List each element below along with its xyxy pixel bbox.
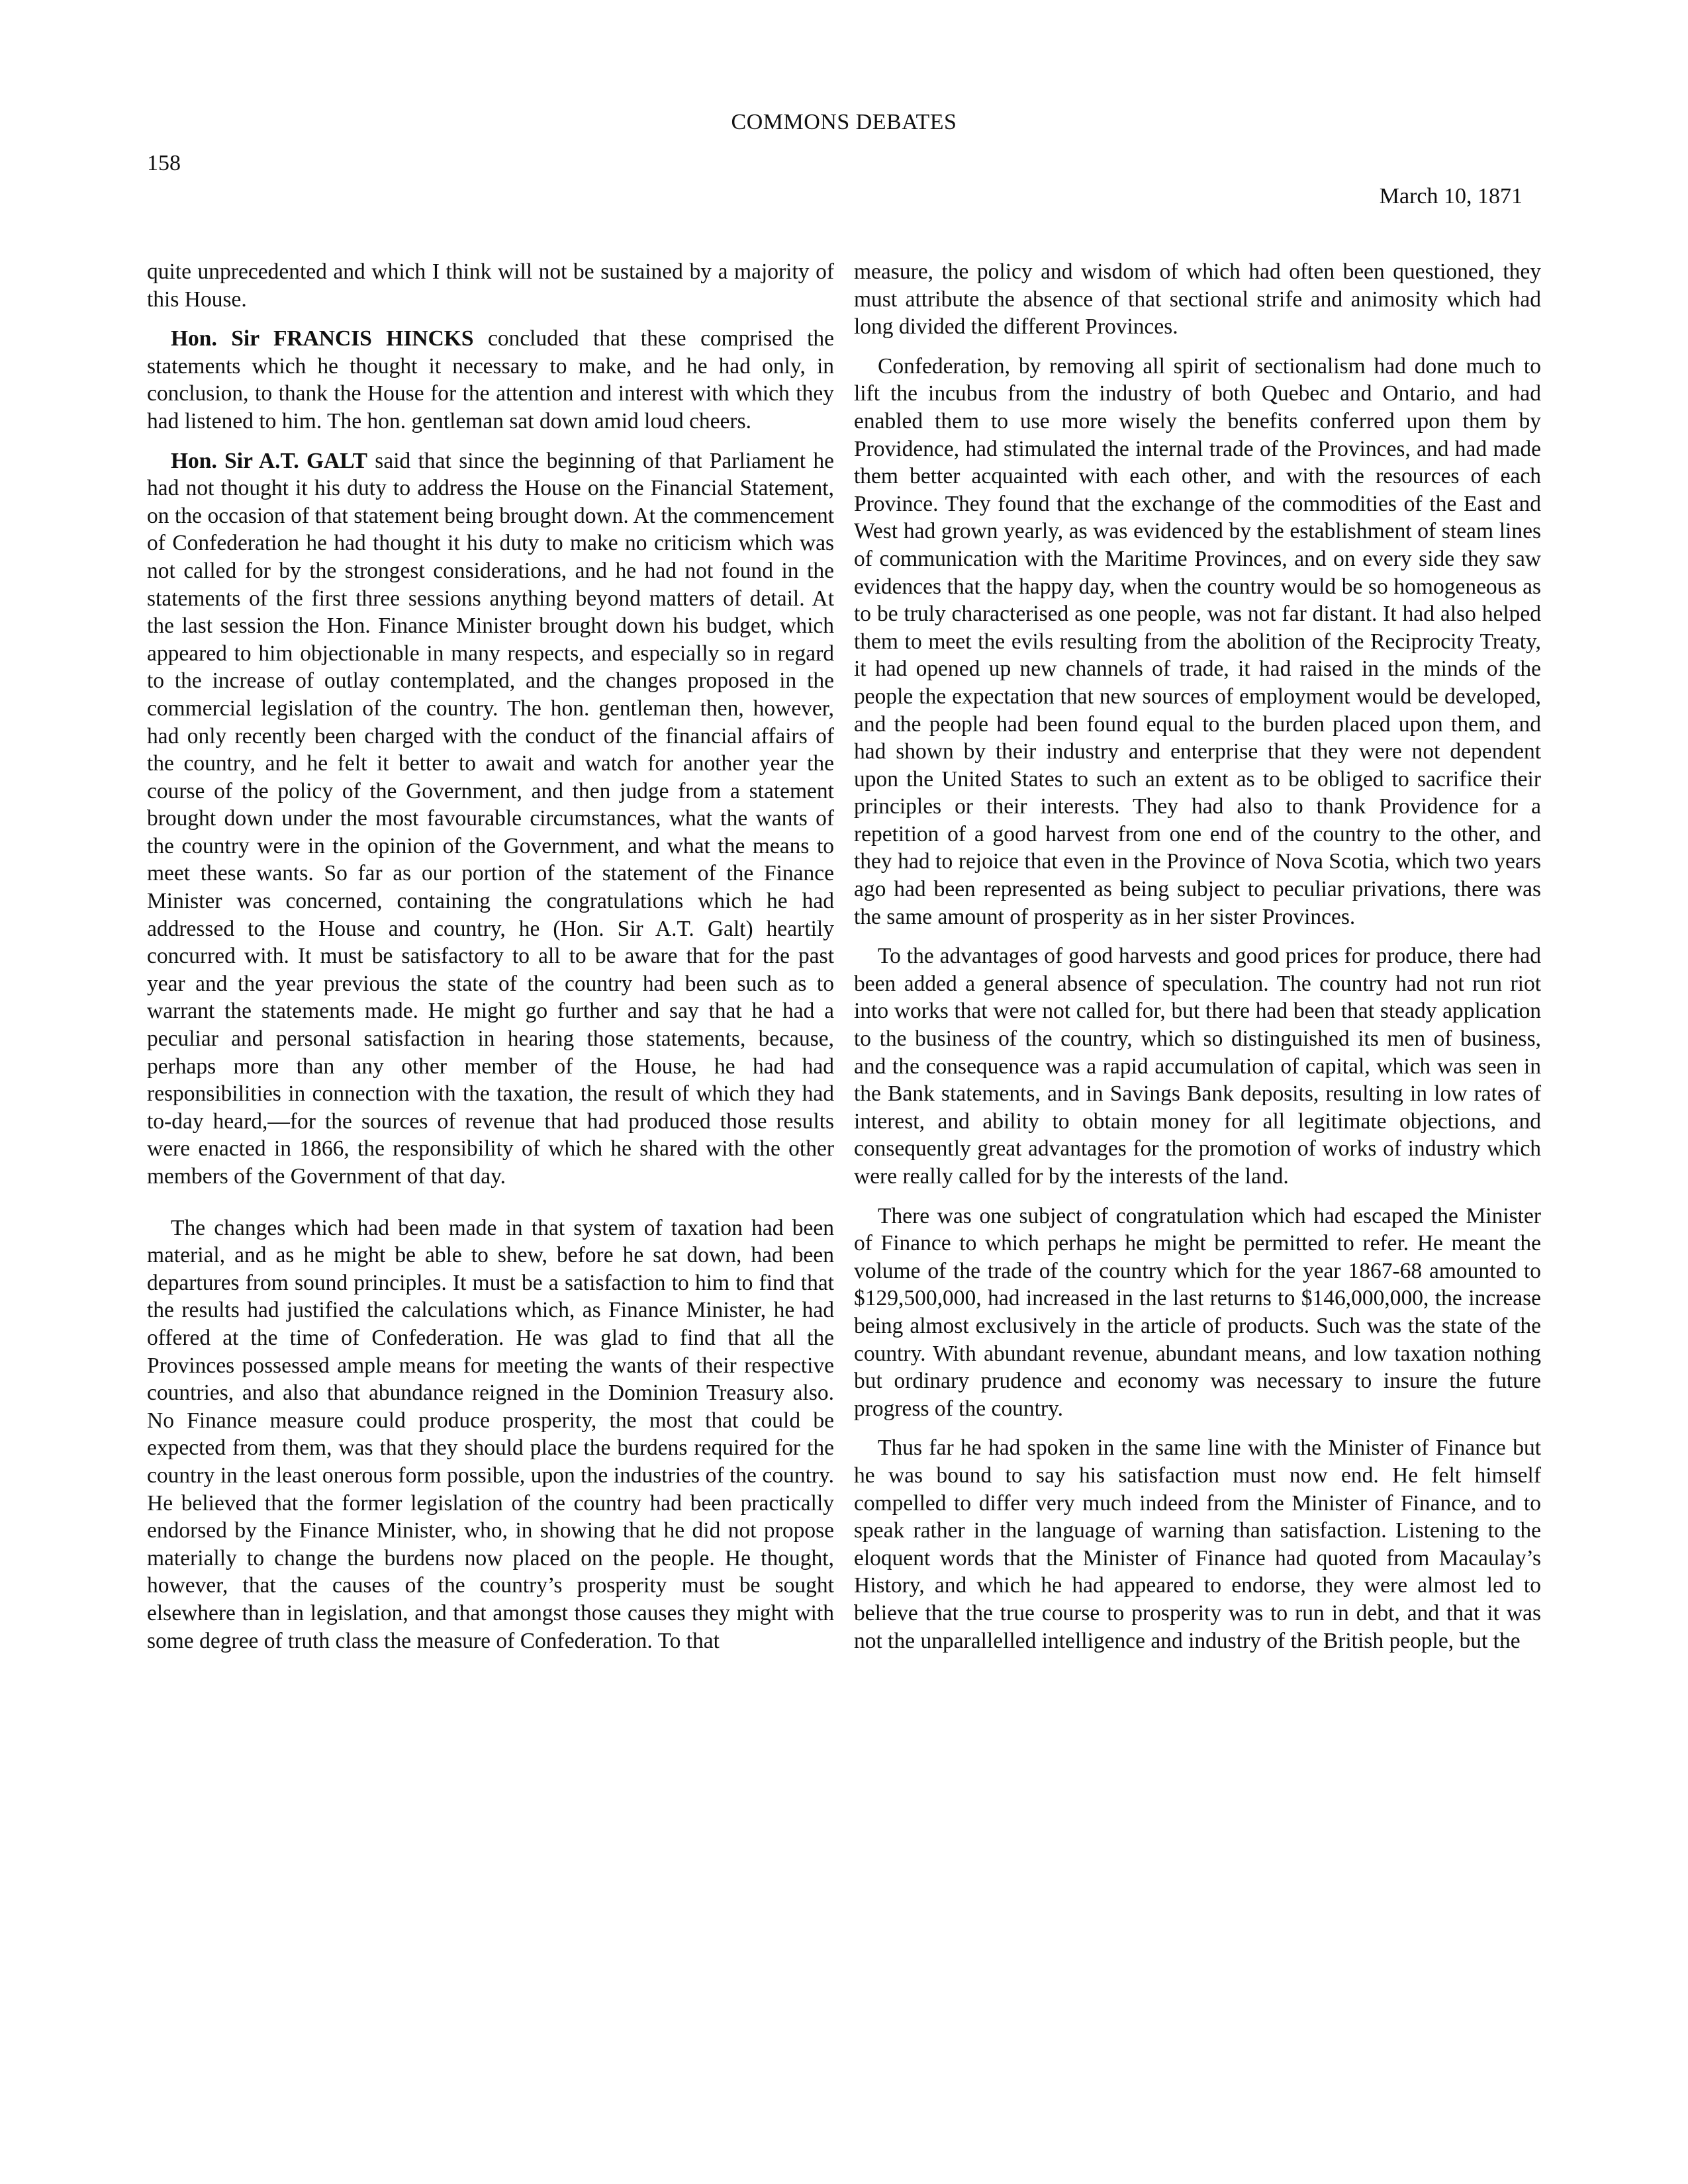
paragraph-confederation (854, 353, 1541, 931)
paragraph-text: To the advantages of good harvests and good prices for produce, there had been added a general absence of speculation. The country had not run riot into works that were not called for, but there had been that steady application to the business of the country, which so distinguished its men of business, and the consequence was a rapid accumulation of capital, which was seen in the Bank statements, and in Savings Bank deposits, resulting in low rates of interest, and ability to obtain money for all legitimate objections, and consequently great advantages for the promotion of works of industry which were really called for by the interests of the land. (854, 944, 1541, 1189)
paragraph-text: concluded that these comprised the statements which he thought it necessary to make, and he had only, in conclusion, to thank the House for the attention and interest with which they had listened to him. The hon. gentleman sat down amid loud cheers. (147, 326, 834, 433)
paragraph-trade-volume (854, 1203, 1541, 1423)
paragraph-text: said that since the beginning of that Parliament he had not thought it his duty to address the House on the Financial Statement, on the occasion of that statement being brought down. At the commencement of Confederation he had thought it his duty to make no criticism which was not called for by the strongest considerations, and he had not found in the statements of the first three sessions anything beyond matters of detail. At the last session the Hon. Finance Minister brought down his budget, which appeared to him objectionable in many respects, and especially so in regard to the increase of outlay contemplated, and the changes proposed in the commercial legislation of the country. The hon. gentleman then, however, had only recently been charged with the conduct of the financial affairs of the country, and he felt it better to await and watch for another year the course of the policy of the Government, and then judge from a statement brought down under the most favourable circumstances, what the wants of the country were in the opinion of the Government, and what the means to meet these wants. So far as our portion of the statement of the Finance Minister was concerned, containing the congratulations which he had addressed to the House and country, he (Hon. Sir A.T. Galt) heartily concurred with. It must be satisfactory to all to be aware that for the past year and the year previous the state of the country had been such as to warrant the statements made. He might go further and say that he had a peculiar and personal satisfaction in hearing those statements, because, perhaps more than any other member of the House, he had had responsibilities in connection with the taxation, the result of which they had to-day heard,—for the sources of revenue that had produced those results were enacted in 1866, the responsibility of which he shared with the other members of the Government of that day. (147, 448, 834, 1189)
paragraph-text: Thus far he had spoken in the same line with the Minister of Finance but he was bound to say his satisfaction must now end. He felt himself compelled to differ very much indeed from the Minister of Finance, and to speak rather in the language of warning than satisfaction. Listening to the eloquent words that the Minister of Finance had quoted from Macaulay’s History, and which he had appeared to endorse, they were almost led to believe that the true course to prosperity was to run in debt, and that it was not the unparallelled intelligence and industry of the British people, but the (854, 1435, 1541, 1653)
left-column (147, 258, 834, 1666)
paragraph-warning (854, 1434, 1541, 1655)
paragraph-continued (854, 258, 1541, 341)
paragraph-text: quite unprecedented and which I think will not be sustained by a majority of this House. (147, 259, 834, 312)
speaker-name: Hon. Sir FRANCIS HINCKS (171, 326, 474, 351)
page-date: March 10, 1871 (1379, 184, 1523, 208)
speaker-name: Hon. Sir A.T. GALT (171, 448, 367, 473)
page-number: 158 (147, 151, 181, 175)
paragraph-hincks (147, 325, 834, 435)
paragraph-text: measure, the policy and wisdom of which had often been questioned, they must attribute the absence of that sectional strife and animosity which had long divided the different Provinces. (854, 259, 1541, 340)
paragraph-taxation-changes (147, 1214, 834, 1655)
paragraph-continued (147, 258, 834, 313)
paragraph-text: The changes which had been made in that system of taxation had been material, and as he might be able to shew, before he sat down, had been departures from sound principles. It must be a satisfaction to him to find that the results had justified the calculations which, as Finance Minister, he had offered at the time of Confederation. He was glad to find that all the Provinces possessed ample means for meeting the wants of their respective countries, and also that abundance reigned in the Dominion Treasury also. No Finance measure could produce prosperity, the most that could be expected from them, was that they should place the burdens required for the country in the least onerous form possible, upon the industries of the country. He believed that the former legislation of the country had been practically endorsed by the Finance Minister, who, in showing that he did not propose materially to change the burdens now placed on the people. He thought, however, that the causes of the country’s prosperity must be sought elsewhere than in legislation, and that amongst those causes they might with some degree of truth class the measure of Confederation. To that (147, 1215, 834, 1653)
paragraph-harvests (854, 942, 1541, 1190)
right-column (854, 258, 1541, 1666)
paragraph-text: Confederation, by removing all spirit of sectionalism had done much to lift the incubus from the industry of both Quebec and Ontario, and had enabled them to use more wisely the benefits conferred upon them by Providence, had stimulated the internal trade of the Provinces, and had made them better acquainted with each other, and with the resources of each Province. They found that the exchange of the commodities of the East and West had grown yearly, as was evidenced by the establishment of steam lines of communication with the Maritime Provinces, and on every side they saw evidences that the happy day, when the country would be so homogeneous as to be truly characterised as one people, was not far distant. It had also helped them to meet the evils resulting from the abolition of the Reciprocity Treaty, it had opened up new channels of trade, it had raised in the minds of the people the expectation that new sources of employment would be developed, and the people had been found equal to the burden placed upon them, and had shown by their industry and enterprise that they were not dependent upon the United States to such an extent as to be obliged to sacrifice their principles or their interests. They had also to thank Providence for a repetition of a good harvest from one end of the country to the other, and they had to rejoice that even in the Province of Nova Scotia, which two years ago had been represented as being subject to peculiar privations, there was the same amount of prosperity as in her sister Provinces. (854, 353, 1541, 929)
paragraph-text: There was one subject of congratulation which had escaped the Minister of Finance to which perhaps he might be permitted to refer. He meant the volume of the trade of the country which for the year 1867-68 amounted to $129,500,000, had increased in the last returns to $146,000,000, the increase being almost exclusively in the article of products. Such was the state of the country. With abundant revenue, abundant means, and low taxation nothing but ordinary prudence and economy was necessary to insure the future progress of the country. (854, 1203, 1541, 1421)
paragraph-galt (147, 447, 834, 1191)
running-head: COMMONS DEBATES (731, 110, 957, 134)
